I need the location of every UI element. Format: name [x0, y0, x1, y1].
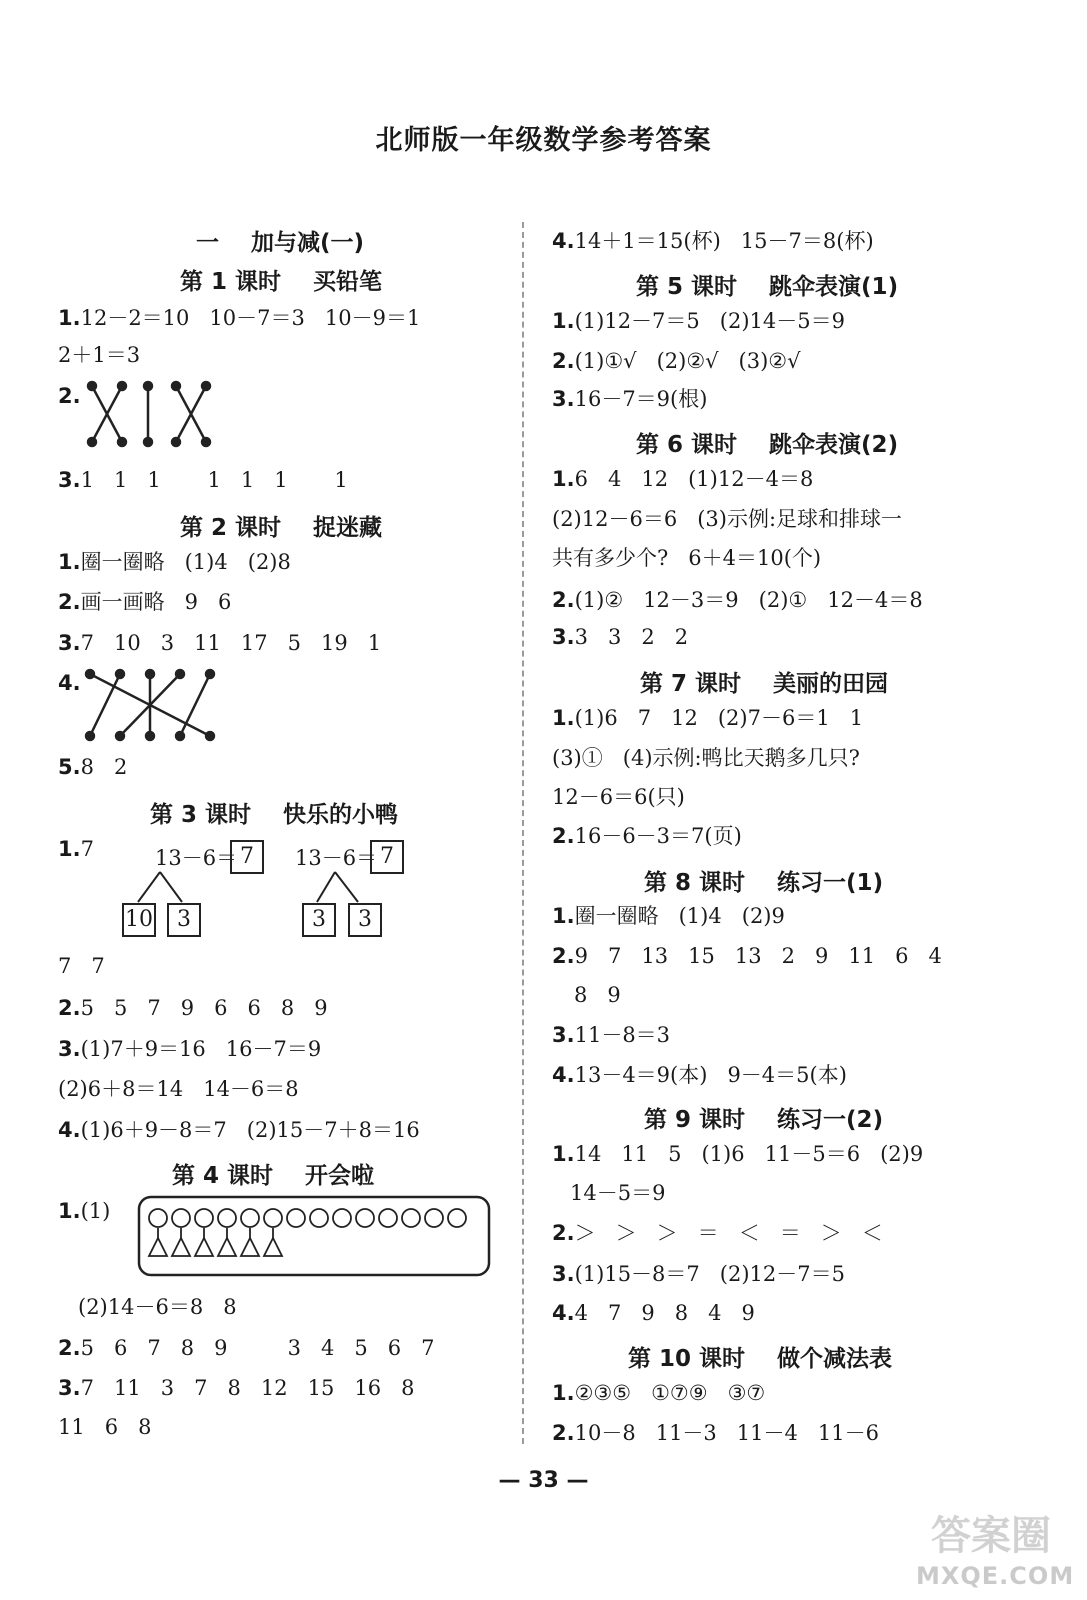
- l3-answer-1-cont: 7 7: [58, 954, 105, 978]
- l8-answer-1: [552, 903, 785, 929]
- item-number: 1.: [552, 706, 575, 730]
- answer-text: 14＋1＝15(杯) 15－7＝8(杯): [574, 229, 874, 253]
- l2-answer-2: [58, 589, 231, 615]
- item-number: 5.: [58, 755, 81, 779]
- l10-answer-1: [552, 1380, 765, 1406]
- l4-answer-1: [58, 1198, 110, 1224]
- l1-answer-1: [58, 305, 420, 331]
- answer-text: (1)6＋9－8＝7 (2)15－7＋8＝16: [80, 1118, 420, 1142]
- l5-answer-2: [552, 348, 801, 374]
- item-number: 4.: [552, 229, 575, 253]
- answer-text: 7 11 3 7 8 12 15 16 8: [80, 1376, 415, 1400]
- item-number: 3.: [58, 468, 81, 492]
- item-number: 3.: [58, 631, 81, 655]
- answer-text: 7 10 3 11 17 5 19 1: [80, 631, 382, 655]
- column-divider: [522, 222, 524, 1444]
- item-number: 1.: [58, 306, 81, 330]
- l9-answer-2: [552, 1220, 883, 1246]
- item-number: 2.: [552, 944, 575, 968]
- item-number: 2.: [552, 1221, 575, 1245]
- answer-text: (1)①√ (2)②√ (3)②√: [574, 349, 801, 373]
- r-answer-4-top: [552, 228, 874, 254]
- answer-text: 3 3 2 2: [574, 625, 689, 649]
- l4-answer-2: [58, 1335, 435, 1361]
- item-number: 4.: [552, 1063, 575, 1087]
- l6-answer-1-cont: (2)12－6＝6 (3)示例:足球和排球一: [552, 507, 903, 531]
- answer-box: 3: [348, 903, 382, 937]
- matching-lines-figure-2: [86, 670, 218, 742]
- item-number: 3.: [58, 1376, 81, 1400]
- answer-text: (1)12－7＝5 (2)14－5＝9: [574, 309, 845, 333]
- l9-answer-3: [552, 1261, 845, 1287]
- item-number: 2.: [552, 1421, 575, 1445]
- answer-text: 5 6 7 8 9 3 4 5 6 7: [80, 1336, 435, 1360]
- answer-text: ＞ ＞ ＞ ＝ ＜ ＝ ＞ ＜: [574, 1221, 883, 1245]
- l6-answer-2: [552, 587, 923, 613]
- circles-triangles-figure: [138, 1196, 492, 1278]
- item-number: 4.: [58, 671, 81, 695]
- lesson-7-heading: 第 7 课时 美丽的田园: [640, 671, 889, 697]
- item-number: 3.: [552, 625, 575, 649]
- item-number: 2.: [58, 996, 81, 1020]
- answer-text: (1)② 12－3＝9 (2)① 12－4＝8: [574, 588, 923, 612]
- watermark-title: 答案圈: [931, 1513, 1051, 1559]
- split-equation-1: 13－6＝: [155, 846, 238, 870]
- answer-text: 7: [80, 837, 94, 861]
- page-number: — 33 —: [498, 1468, 589, 1493]
- l8-answer-4: [552, 1062, 847, 1088]
- answer-text: 5 5 7 9 6 6 8 9: [80, 996, 328, 1020]
- answer-text: (1): [80, 1199, 111, 1223]
- item-number: 1.: [552, 1142, 575, 1166]
- answer-text: ②③⑤ ①⑦⑨ ③⑦: [574, 1381, 766, 1405]
- watermark-url: MXQE.COM: [916, 1562, 1075, 1590]
- answer-text: 13－4＝9(本) 9－4＝5(本): [574, 1063, 847, 1087]
- page-title: 北师版一年级数学参考答案: [375, 125, 712, 156]
- l3-answer-1: [58, 836, 94, 862]
- l7-answer-1-cont: (3)① (4)示例:鸭比天鹅多几只?: [552, 746, 860, 770]
- matching-lines-figure-1: [88, 382, 218, 448]
- l7-answer-1-cont2: 12－6＝6(只): [552, 785, 685, 809]
- l9-answer-4: [552, 1300, 755, 1326]
- answer-text: 6 4 12 (1)12－4＝8: [574, 467, 814, 491]
- lesson-5-heading: 第 5 课时 跳伞表演(1): [636, 274, 899, 300]
- watermark-logo: [916, 1500, 1075, 1590]
- l8-answer-2: [552, 943, 942, 969]
- answer-text: 12－2＝10 10－7＝3 10－9＝1: [80, 306, 421, 330]
- item-number: 2.: [552, 588, 575, 612]
- l10-answer-2: [552, 1420, 879, 1446]
- l2-answer-5: [58, 754, 127, 780]
- answer-text: 8 2: [80, 755, 128, 779]
- item-number: 1.: [58, 837, 81, 861]
- answer-box: 7: [370, 840, 404, 874]
- answer-box: 10: [122, 903, 156, 937]
- l6-answer-3: [552, 624, 688, 650]
- answer-text: 14 11 5 (1)6 11－5＝6 (2)9: [574, 1142, 924, 1166]
- l4-answer-3-cont: 11 6 8: [58, 1415, 152, 1439]
- l6-answer-1: [552, 466, 813, 492]
- answer-text: 11－8＝3: [574, 1023, 671, 1047]
- item-number: 2.: [58, 384, 81, 408]
- item-number: 3.: [552, 1023, 575, 1047]
- answer-text: (1)6 7 12 (2)7－6＝1 1: [574, 706, 864, 730]
- l5-answer-3: [552, 386, 707, 412]
- answer-box: 3: [302, 903, 336, 937]
- l3-answer-3: [58, 1036, 321, 1062]
- l8-answer-2-cont: 8 9: [574, 983, 621, 1007]
- l1-answer-2: [58, 383, 81, 409]
- item-number: 3.: [552, 387, 575, 411]
- l9-answer-1: [552, 1141, 923, 1167]
- item-number: 1.: [552, 309, 575, 333]
- unit-heading: 一 加与减(一): [196, 230, 365, 256]
- lesson-9-heading: 第 9 课时 练习一(2): [644, 1107, 884, 1133]
- item-number: 2.: [552, 349, 575, 373]
- l4-answer-1-part2: (2)14－6＝8 8: [78, 1295, 237, 1319]
- l8-answer-3: [552, 1022, 670, 1048]
- item-number: 3.: [58, 1037, 81, 1061]
- l7-answer-1: [552, 705, 863, 731]
- lesson-4-heading: 第 4 课时 开会啦: [172, 1163, 375, 1189]
- l2-answer-3: [58, 630, 381, 656]
- l5-answer-1: [552, 308, 845, 334]
- item-number: 2.: [552, 824, 575, 848]
- l1-answer-1-cont: 2＋1＝3: [58, 343, 141, 367]
- l2-answer-1: [58, 549, 291, 575]
- l2-answer-4: [58, 670, 81, 696]
- l6-answer-1-cont2: 共有多少个? 6＋4＝10(个): [552, 546, 822, 570]
- l1-answer-3: [58, 467, 348, 493]
- item-number: 1.: [552, 467, 575, 491]
- item-number: 4.: [58, 1118, 81, 1142]
- answer-text: 圈一圈略 (1)4 (2)8: [80, 550, 291, 574]
- lesson-1-heading: 第 1 课时 买铅笔: [180, 269, 383, 295]
- l3-answer-3-cont: (2)6＋8＝14 14－6＝8: [58, 1077, 299, 1101]
- item-number: 4.: [552, 1301, 575, 1325]
- answer-text: (1)7＋9＝16 16－7＝9: [80, 1037, 322, 1061]
- l9-answer-1-cont: 14－5＝9: [570, 1181, 666, 1205]
- answer-text: 16－7＝9(根): [574, 387, 708, 411]
- l3-answer-4: [58, 1117, 420, 1143]
- answer-text: 画一画略 9 6: [80, 590, 232, 614]
- answer-text: 9 7 13 15 13 2 9 11 6 4: [574, 944, 942, 968]
- item-number: 3.: [552, 1262, 575, 1286]
- answer-text: 4 7 9 8 4 9: [574, 1301, 755, 1325]
- split-equation-2: 13－6＝: [295, 846, 378, 870]
- lesson-8-heading: 第 8 课时 练习一(1): [644, 870, 884, 896]
- item-number: 1.: [58, 550, 81, 574]
- answer-text: 圈一圈略 (1)4 (2)9: [574, 904, 785, 928]
- answer-box: 3: [167, 903, 201, 937]
- answer-text: 16－6－3＝7(页): [574, 824, 742, 848]
- item-number: 2.: [58, 1336, 81, 1360]
- answer-text: 10－8 11－3 11－4 11－6: [574, 1421, 880, 1445]
- l4-answer-3: [58, 1375, 415, 1401]
- answer-text: 1 1 1 1 1 1 1: [80, 468, 348, 492]
- l7-answer-2: [552, 823, 742, 849]
- lesson-6-heading: 第 6 课时 跳伞表演(2): [636, 432, 899, 458]
- l3-answer-2: [58, 995, 328, 1021]
- item-number: 1.: [552, 1381, 575, 1405]
- item-number: 2.: [58, 590, 81, 614]
- lesson-10-heading: 第 10 课时 做个减法表: [628, 1346, 893, 1372]
- lesson-2-heading: 第 2 课时 捉迷藏: [180, 515, 383, 541]
- item-number: 1.: [58, 1199, 81, 1223]
- answer-box: 7: [230, 840, 264, 874]
- lesson-3-heading: 第 3 课时 快乐的小鸭: [150, 802, 399, 828]
- answer-text: (1)15－8＝7 (2)12－7＝5: [574, 1262, 845, 1286]
- item-number: 1.: [552, 904, 575, 928]
